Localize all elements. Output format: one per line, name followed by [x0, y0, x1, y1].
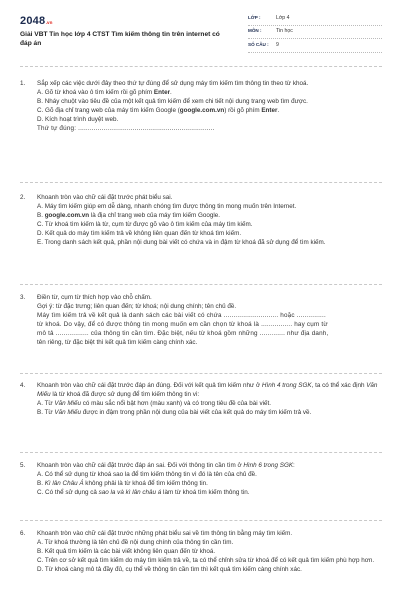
question-prompt: Điền từ, cụm từ thích hợp vào chỗ chấm. — [37, 294, 152, 301]
fill-line: Máy tìm kiếm trả về kết quả là danh sách các bài viết có chứa ............................ hoặc ............... — [37, 311, 326, 319]
question-number: 5. — [20, 462, 26, 469]
option-c: C. Trên cơ sở kết quả tìm kiếm do máy tìm kiếm trả về, ta có thể chỉnh sửa từ khoá để có kết quả tìm kiếm phù hợp hơn. — [37, 556, 375, 564]
question-number: 2. — [20, 194, 26, 201]
option-b: B. Từ Văn Miếu được in đậm trong phần nội dung của bài viết của kết quả do máy tìm kiếm trả về. — [37, 408, 312, 416]
option-c: C. Gõ địa chỉ trang web của máy tìm kiếm Google (google.com.vn) rồi gõ phím Enter. — [37, 107, 280, 115]
question-prompt: Sắp xếp các việc dưới đây theo thứ tự đúng để sử dụng máy tìm kiếm tìm thông tin theo từ khoá. — [37, 80, 309, 87]
option-b: B. google.com.vn là địa chỉ trang web của máy tìm kiếm Google. — [37, 212, 221, 220]
answer-line: Thứ tự đúng: ...................................................................... — [37, 125, 215, 133]
question-body — [37, 530, 382, 575]
question-prompt: Khoanh tròn vào chữ cái đặt trước những phát biểu sai về tìm thông tin bằng máy tìm kiếm. — [37, 530, 293, 537]
option-d: D. Từ khoá càng mô tả đầy đủ, cụ thể về thông tin cần tìm thì kết quả tìm kiếm càng chính xác. — [37, 565, 302, 573]
fill-line: mô tả ................. của thông tin cần tìm. Đặc biệt, nếu từ khoá gồm những ............. như địa danh, — [37, 329, 329, 337]
question-body — [37, 382, 382, 418]
option-a: A. Có thể sử dụng từ khoá sao la để tìm kiếm thông tin vì đó là tên của chủ đề. — [37, 471, 257, 479]
option-a: A. Từ Văn Miếu có màu sắc nổi bật hơn (màu xanh) và có trong tiêu đề của bài viết. — [37, 399, 272, 407]
question-5 — [20, 462, 382, 498]
fill-line: tên riêng, từ đặc biệt thì kết quả tìm kiếm càng chính xác. — [37, 338, 198, 346]
info-row-count — [248, 39, 382, 53]
question-3 — [20, 294, 382, 348]
question-body — [37, 194, 382, 248]
question-4 — [20, 382, 382, 418]
site-logo[interactable] — [20, 14, 52, 30]
info-label: LỚP : — [248, 14, 261, 20]
option-e: E. Trong danh sách kết quả, phần nội dung bài viết có chứa và in đậm từ khoá đã sử dụng để tìm kiếm. — [37, 239, 326, 247]
divider — [20, 182, 382, 183]
divider — [20, 452, 382, 453]
question-prompt: Khoanh tròn vào chữ cái đặt trước phát biểu sai. — [37, 194, 173, 201]
question-1 — [20, 80, 382, 134]
hint-text: Gợi ý: từ đặc trưng; liên quan đến; từ khoá; nội dung chính; tên chủ đề. — [37, 302, 237, 310]
info-label: MÔN : — [248, 28, 262, 34]
fill-line: từ khoá. Do vậy, để có được thông tin mong muốn em cần chọn từ khoá là ................ hay cụm từ — [37, 320, 328, 328]
question-body — [37, 80, 382, 134]
option-d: D. Kết quả do máy tìm kiếm trả về không liên quan đến từ khoá tìm kiếm. — [37, 230, 242, 238]
question-body — [37, 294, 382, 348]
info-value: 9 — [276, 41, 279, 48]
option-b: B. Kì lân Châu Á không phải là từ khoá để tìm kiếm thông tin. — [37, 480, 208, 488]
document-title: Giải VBT Tin học lớp 4 CTST Tìm kiếm thông tin trên internet có đáp án — [20, 31, 220, 47]
logo-suffix: .vn — [45, 20, 53, 25]
divider — [20, 66, 382, 67]
divider — [20, 373, 382, 374]
option-a: A. Máy tìm kiếm giúp em dễ dàng, nhanh chóng tìm được thông tin mong muốn trên Internet. — [37, 203, 297, 211]
option-b: B. Kết quả tìm kiếm là các bài viết không liên quan đến từ khoá. — [37, 547, 216, 555]
info-value: Lớp 4 — [276, 14, 290, 21]
question-6 — [20, 530, 382, 575]
option-a: A. Gõ từ khoá vào ô tìm kiếm rồi gõ phím Enter. — [37, 89, 172, 97]
question-number: 1. — [20, 80, 26, 87]
question-number: 4. — [20, 382, 26, 389]
option-a: A. Từ khoá thường là tên chủ đề nội dung chính của thông tin cần tìm. — [37, 538, 234, 546]
question-number: 6. — [20, 530, 26, 537]
info-label: SỐ CÂU : — [248, 41, 269, 47]
question-body — [37, 462, 382, 498]
option-d: D. Kích hoạt trình duyệt web. — [37, 116, 119, 124]
info-box — [248, 12, 382, 53]
divider — [20, 284, 382, 285]
question-2 — [20, 194, 382, 248]
option-c: C. Có thể sử dụng cả sao la và kì lân châu á làm từ khoá tìm kiếm thông tin. — [37, 489, 250, 497]
option-b: B. Nháy chuột vào tiêu đề của một kết quả tìm kiếm để xem chi tiết nội dung trang web tìm được. — [37, 98, 308, 106]
question-number: 3. — [20, 294, 26, 301]
question-prompt: Khoanh tròn vào chữ cái đặt trước đáp án đúng. Đối với kết quả tìm kiếm như ở Hình 4 trong SGK, ta có thể xác định Văn Miếu là từ khoá đã được sử dụng để tìm kiếm thông tin vì: — [37, 382, 378, 398]
logo-text: 2048 — [20, 15, 46, 27]
info-value: Tin học — [276, 28, 293, 35]
info-row-subject — [248, 26, 382, 40]
option-c: C. Từ khoá tìm kiếm là từ, cụm từ được gõ vào ô tìm kiếm của máy tìm kiếm. — [37, 221, 253, 229]
page-header — [20, 12, 382, 62]
info-row-class — [248, 12, 382, 26]
question-prompt: Khoanh tròn vào chữ cái đặt trước đáp án sai. Đối với thông tin cần tìm ở Hình 6 trong SGK: — [37, 462, 295, 469]
divider — [20, 520, 382, 521]
